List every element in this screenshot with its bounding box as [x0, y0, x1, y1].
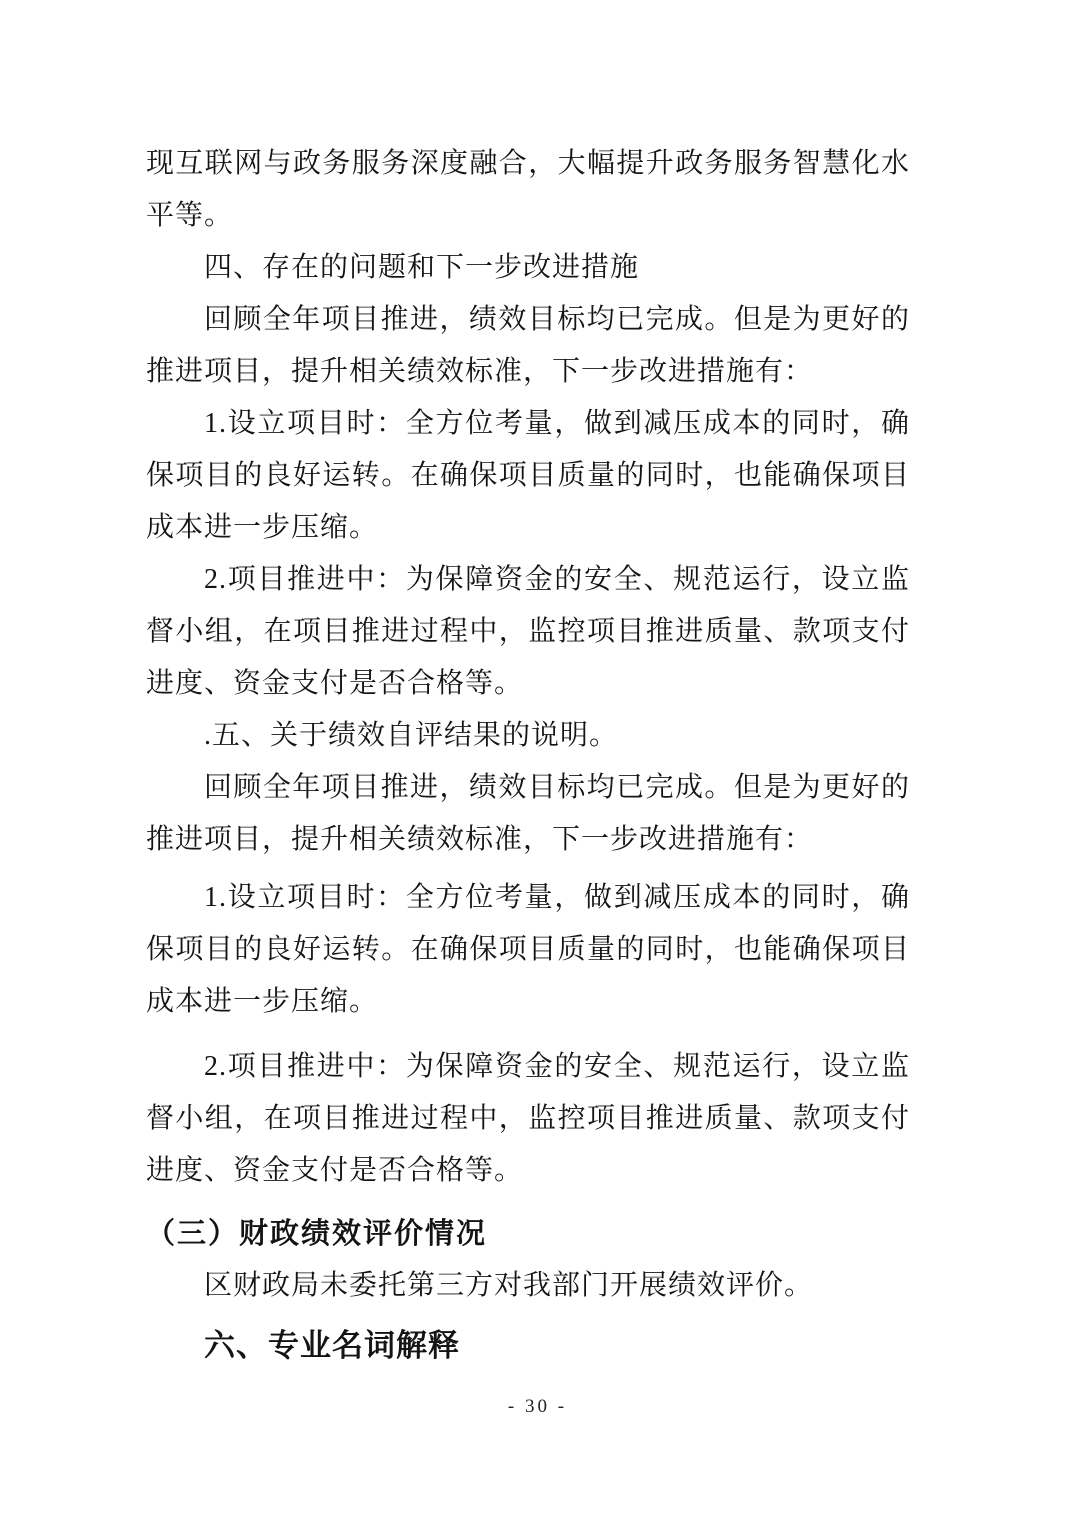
text-line: 督小组，在项目推进过程中，监控项目推进质量、款项支付 [146, 1103, 910, 1134]
text-line: 四、存在的问题和下一步改进措施 [204, 252, 640, 283]
continued-body-paragraph [146, 138, 910, 242]
body-paragraph-item2-repeat [146, 1041, 910, 1197]
text-line: 进度、资金支付是否合格等。 [146, 668, 524, 699]
page-number: - 30 - [507, 1396, 568, 1417]
subsection-heading-three-fiscal-evaluation [146, 1208, 910, 1260]
body-paragraph-item2 [146, 554, 910, 710]
text-line: 进度、资金支付是否合格等。 [146, 1155, 524, 1186]
text-line: 保项目的良好运转。在确保项目质量的同时，也能确保项目 [146, 934, 910, 965]
body-paragraph-item1-repeat [146, 872, 910, 1028]
section-heading-six-terms [146, 1320, 910, 1372]
text-line: 现互联网与政务服务深度融合，大幅提升政务服务智慧化水 [146, 148, 910, 179]
text-line: 回顾全年项目推进，绩效目标均已完成。但是为更好的 [204, 304, 910, 335]
text-line: 2.项目推进中：为保障资金的安全、规范运行，设立监 [204, 564, 910, 595]
body-paragraph-review-repeat [146, 762, 910, 866]
section-heading-four [146, 242, 910, 294]
text-line: 1.设立项目时：全方位考量，做到减压成本的同时，确 [204, 882, 910, 913]
text-line: .五、关于绩效自评结果的说明。 [204, 720, 619, 751]
text-line: 2.项目推进中：为保障资金的安全、规范运行，设立监 [204, 1051, 910, 1082]
text-line: （三）财政绩效评价情况 [146, 1218, 488, 1250]
text-line: 推进项目，提升相关绩效标准，下一步改进措施有： [146, 356, 814, 387]
text-line: 六、专业名词解释 [204, 1328, 460, 1363]
text-line: 督小组，在项目推进过程中，监控项目推进质量、款项支付 [146, 616, 910, 647]
text-line: 推进项目，提升相关绩效标准，下一步改进措施有： [146, 824, 814, 855]
text-line: 平等。 [146, 200, 234, 231]
text-line: 回顾全年项目推进，绩效目标均已完成。但是为更好的 [204, 772, 910, 803]
text-line: 1.设立项目时：全方位考量，做到减压成本的同时，确 [204, 408, 910, 439]
section-heading-five [146, 710, 910, 762]
text-line: 成本进一步压缩。 [146, 512, 379, 543]
text-line: 区财政局未委托第三方对我部门开展绩效评价。 [204, 1270, 814, 1301]
document-content [146, 138, 910, 1372]
body-paragraph-fiscal-note [146, 1260, 910, 1312]
text-line: 保项目的良好运转。在确保项目质量的同时，也能确保项目 [146, 460, 910, 491]
body-paragraph-review [146, 294, 910, 398]
text-line: 成本进一步压缩。 [146, 986, 379, 1017]
body-paragraph-item1 [146, 398, 910, 554]
